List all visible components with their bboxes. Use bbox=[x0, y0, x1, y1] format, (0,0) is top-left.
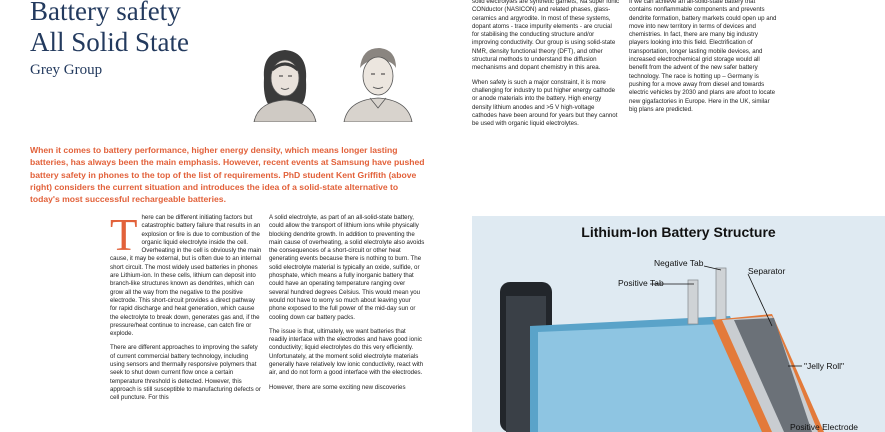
article-title bbox=[30, 0, 189, 58]
negative-tab-shape bbox=[716, 268, 726, 322]
column2-paragraph-2: The issue is that, ultimately, we want batteries that readily interface with the electrodes and have good ionic conductivity; liquid electrolytes do this very efficiently. Unfortunately, at the moment solid electrolyte materials generally have relatively low ionic conductivity, react with air, and do not form a good interface with the electrodes. bbox=[269, 327, 424, 377]
column2-paragraph-3: However, there are some exciting new discoveries bbox=[269, 383, 406, 391]
column2-paragraph-1: A solid electrolyte, as part of an all-solid-state battery, could allow the transport of lithium ions while physically blocking dendrite growth. In addition to preventing the main cause of overheating, a solid electrolyte also avoids the consequences of a short-circuit or other heat generating events because there is nothing to burn. The solid electrolyte material is typically an oxide, sulfide, or phosphate, which means a fully inorganic battery that could have an operating temperature ranging over several hundred degrees Celsius. This would mean you would not have to worry so much about leaving your phone exposed to the full power of the mid-day sun or cooling down car battery packs. bbox=[269, 214, 425, 321]
portrait-right bbox=[336, 38, 418, 122]
label-positive-tab: Positive Tab bbox=[618, 278, 664, 288]
body-column-4 bbox=[629, 0, 779, 120]
positive-tab-shape bbox=[688, 280, 698, 324]
body-column-3 bbox=[472, 0, 620, 134]
battery-structure-figure bbox=[472, 216, 885, 432]
label-negative-tab: Negative Tab bbox=[654, 258, 704, 268]
column1-paragraph-2: There are different approaches to improving the safety of current commercial battery technology, including using sensors and thermally responsive polymers that seek to shut down current flow once a certain temperature threshold is detected. However, this approach is still susceptible to manufacturing defects or cell puncture. For this bbox=[110, 344, 261, 402]
column3-paragraph-2: When safety is such a major constraint, it is more challenging for industry to put higher energy cathode or anode materials into the battery. High energy density lithium anodes and >5 V high-voltage cathodes have been around for years but they cannot be used with organic liquid electrolytes. bbox=[472, 78, 618, 128]
portrait-left bbox=[244, 38, 326, 122]
title-line-2: All Solid State bbox=[30, 27, 190, 57]
group-name: Grey Group bbox=[30, 62, 103, 78]
title-line-1: Battery safety bbox=[30, 0, 181, 26]
column1-text-1: here can be different initiating factors but catastrophic battery failure that results in an explosion or fire is due to combustion of the organic liquid electrolyte inside the cell. Overheating in the cell is obviously the main cause, it may be external, but is often due to an internal short circuit. The most widely used batteries in phones are Lithium-ion. In these cells, lithium can deposit into branch-like structures known as dendrites, which can grow all the way from the negative to the positive electrode. This short-circuit provides a direct pathway for rapid discharge and heat generation, which cause the electrolyte to break down, generates gas and, if the pressure/heat continue to increase, can catch fire or explode. bbox=[110, 214, 262, 338]
dropcap: T bbox=[110, 210, 138, 260]
label-jelly-roll: "Jelly Roll" bbox=[804, 361, 845, 371]
battery-illustration bbox=[472, 216, 885, 432]
body-column-2 bbox=[269, 214, 425, 398]
body-column-1 bbox=[110, 210, 262, 409]
label-positive-electrode: Positive Electrode bbox=[790, 422, 859, 432]
column3-paragraph-1: solid electrolytes are synthetic garnets, Na super Ionic CONductor (NASICON) and related phases, glass-ceramics and argyrodite. In most of these systems, dopant atoms - trace impurity elements - are crucial for stabilising the conducting structure and/or improving conductivity. Our group is using solid-state NMR, density functional theory (DFT), and other structural methods to understand the diffusion mechanisms and dopant chemistry in this area. bbox=[472, 0, 620, 72]
lead-paragraph: When it comes to battery performance, higher energy density, which means longer lasting batteries, has always been the main emphasis. However, recent events at Samsung have pushed battery safety in phones to the top of the list of requirements. PhD student Kent Griffith (above right) considers the current situation and introduces the idea of a solid-state alternative to today's most successful rechargeable batteries. bbox=[30, 145, 425, 205]
label-separator: Separator bbox=[748, 266, 786, 276]
column1-paragraph-1 bbox=[110, 210, 262, 338]
figure-title: Lithium-Ion Battery Structure bbox=[581, 224, 776, 240]
column4-paragraph-1: If we can achieve an all-solid-state battery that contains nonflammable components and prevents dendrite formation, battery markets could open up and move into new territory in terms of devices and chemistries. In fact, there are many big industry players looking into this field. Electrification of transportation, longer lasting mobile devices, and increased electrochemical grid storage would all benefit from the advent of the new safer battery technology. The race is hotting up – Germany is pushing for a move away from diesel and towards electric vehicles by 2030 and plans are afoot to locate new gigafactories in Europe. Here in the UK, similar big plans are predicted. bbox=[629, 0, 777, 113]
portraits bbox=[244, 38, 420, 122]
